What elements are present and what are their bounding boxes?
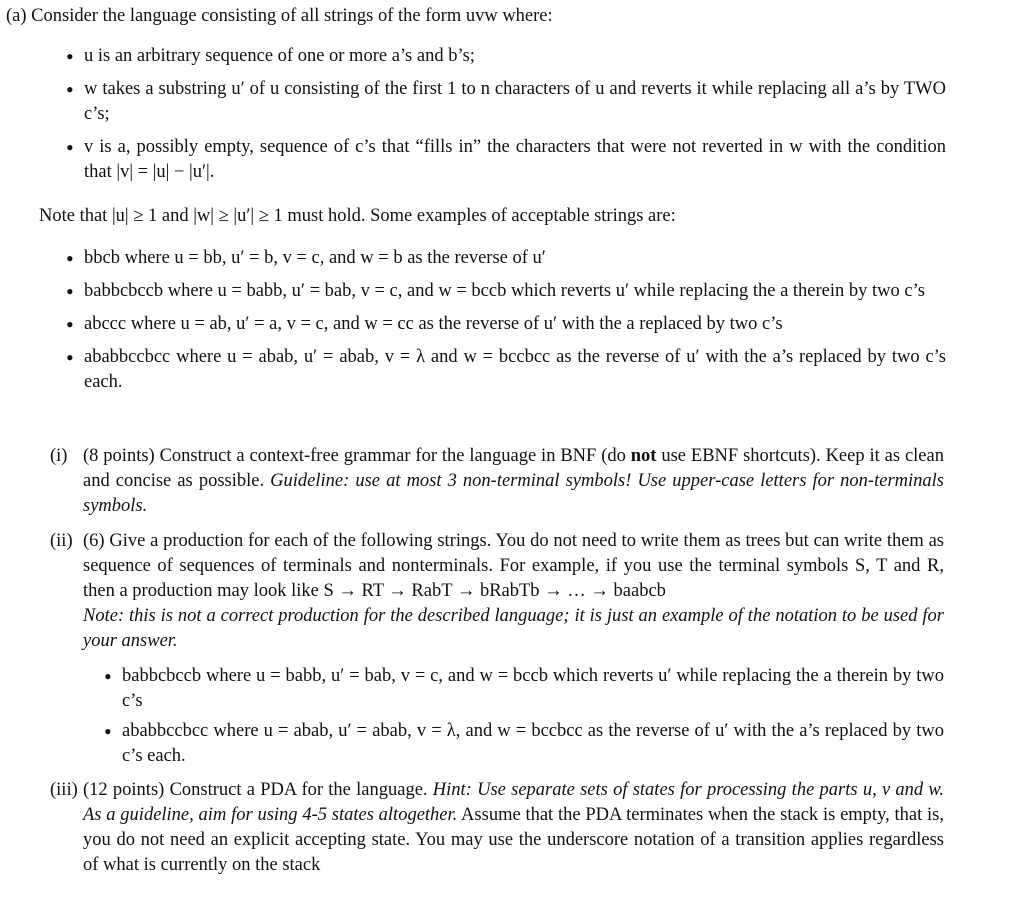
question-ii xyxy=(50,529,944,659)
rule-u: • u is an arbitrary sequence of one or more a’s and b’s; xyxy=(66,44,946,69)
question-i-bold: not xyxy=(630,446,657,466)
rule-v: • v is a, possibly empty, sequence of c’s that “fills in” the characters that were not reverted in w with the condition that |v| = |u| − |u′|. xyxy=(66,135,946,185)
question-iii-label: (iii) xyxy=(50,780,78,800)
example-item: • ababbccbcc where u = abab, u′ = abab, v = λ and w = bccbcc as the reverse of u′ with the a’s replaced by two c’s each. xyxy=(66,345,946,395)
question-ii-label: (ii) xyxy=(50,531,73,551)
example-item: • babbcbccb where u = babb, u′ = bab, v = c, and w = bccb which reverts u′ while replacing the a therein by two c’s xyxy=(66,279,946,304)
question-i-body xyxy=(83,444,944,519)
examples-list xyxy=(66,246,946,395)
question-ii-note: Note: this is not a correct production for the described language; it is just an example of the notation to be used for your answer. xyxy=(83,606,944,651)
part-a-intro: Consider the language consisting of all strings of the form uvw where: xyxy=(31,6,553,26)
question-ii-strings-list xyxy=(104,664,944,769)
question-iii-hint: Hint: Use separate sets of states for processing the parts u, v and w. As a guideline, aim for using 4-5 states altogether. xyxy=(83,780,944,825)
question-ii-text: Give a production for each of the following strings. You do not need to write them as trees but can write them as sequence of sequences of terminals and nonterminals. For example, if you use the terminal symbols S, T and R, then a production may look like S → RT → RabT → bRabTb → … → baabcb xyxy=(83,531,945,601)
part-a-heading xyxy=(6,4,553,29)
production-string-item: • ababbccbcc where u = abab, u′ = abab, v = λ, and w = bccbcc as the reverse of u′ with the a’s replaced by two c’s each. xyxy=(104,719,944,769)
question-iii-text-2: Assume that the PDA terminates when the stack is empty, that is, you do not need an explicit accepting state. You may use the underscore notation of a transition applies regardless of what is currently on the stack xyxy=(83,805,945,875)
production-string-item: • babbcbccb where u = babb, u′ = bab, v = c, and w = bccb which reverts u′ while replacing the a therein by two c’s xyxy=(104,664,944,714)
question-ii-points: (6) xyxy=(83,531,105,551)
question-i xyxy=(50,444,944,524)
part-a-label: (a) xyxy=(6,6,27,26)
question-i-points: (8 points) xyxy=(83,446,155,466)
constraints-note: Note that |u| ≥ 1 and |w| ≥ |u′| ≥ 1 must hold. Some examples of acceptable strings are: xyxy=(39,206,676,226)
example-item: • abccc where u = ab, u′ = a, v = c, and w = cc as the reverse of u′ with the a replaced by two c’s xyxy=(66,312,946,337)
example-item: • bbcb where u = bb, u′ = b, v = c, and w = b as the reverse of u′ xyxy=(66,246,946,271)
question-iii-points: (12 points) xyxy=(83,780,165,800)
question-i-guideline: Guideline: use at most 3 non-terminal symbols! Use upper-case letters for non-terminals symbols. xyxy=(83,471,944,516)
language-rules-list xyxy=(66,44,946,185)
question-i-text: Construct a context-free grammar for the language in BNF (do xyxy=(159,446,631,466)
rule-w: • w takes a substring u′ of u consisting of the first 1 to n characters of u and reverts it while replacing all a’s by TWO c’s; xyxy=(66,77,946,127)
question-ii-body xyxy=(83,529,944,654)
question-iii-body xyxy=(83,778,944,878)
question-i-label: (i) xyxy=(50,446,68,466)
question-iii-text: Construct a PDA for the language. xyxy=(169,780,433,800)
question-i-text-2: use EBNF shortcuts). Keep it as clean and concise as possible. xyxy=(83,446,944,491)
question-iii xyxy=(50,778,944,883)
